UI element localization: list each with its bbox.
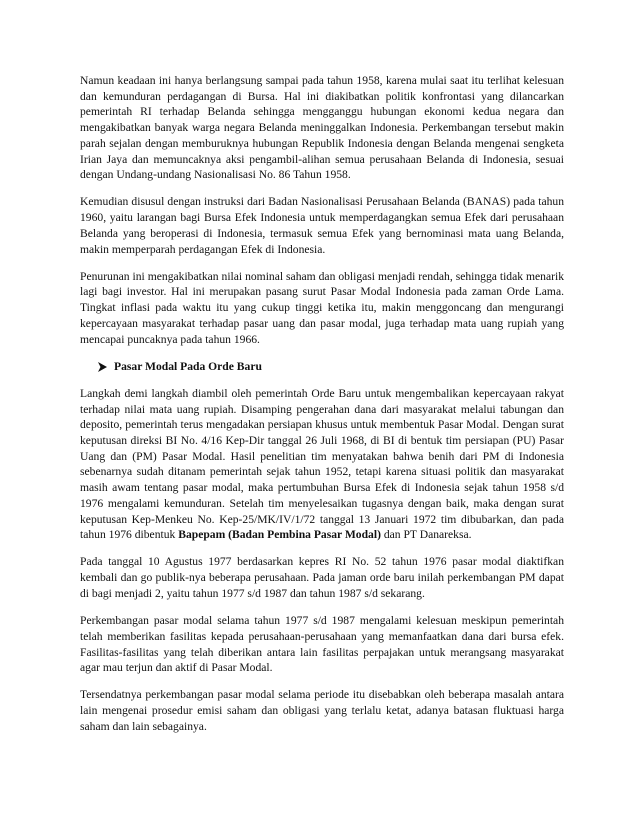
bapepam-bold-text: Bapepam (Badan Pembina Pasar Modal)	[178, 528, 381, 542]
section-heading-text: Pasar Modal Pada Orde Baru	[114, 359, 262, 373]
paragraph-6: Perkembangan pasar modal selama tahun 1977 s/d 1987 mengalami kelesuan meskipun pemerintah telah memberikan fasilitas kepada perusahaan-perusahaan yang memanfaatkan dana dari bursa efek. Fasilitas-fasilitas yang telah diberikan antara lain fasilitas perpajakan untuk merangsang masyarakat agar mau terjun dan aktif di Pasar Modal.	[80, 614, 564, 675]
paragraph-3: Penurunan ini mengakibatkan nilai nominal saham dan obligasi menjadi rendah, sehingga tidak menarik lagi bagi investor. Hal ini merupakan pasang surut Pasar Modal Indonesia pada zaman Orde Lama. Tingkat inflasi pada waktu itu yang cukup tinggi ketika itu, makin menggoncang dan mengurangi kepercayaan masyarakat terhadap pasar uang dan pasar modal, juga terhadap mata uang rupiah yang mencapai puncaknya pada tahun 1966.	[80, 269, 564, 346]
section-heading	[98, 359, 564, 375]
paragraph-4-text: Langkah demi langkah diambil oleh pemerintah Orde Baru untuk mengembalikan kepercayaan rakyat terhadap nilai mata uang rupiah. Disamping pengerahan dana dari masyarakat melalui tabungan dan deposito, pemerintah terus mengadakan persiapan khusus untuk membentuk Pasar Modal. Dengan surat keputusan direksi BI No. 4/16 Kep-Dir tanggal 26 Juli 1968, di BI di bentuk tim persiapan (PU) Pasar Uang dan (PM) Pasar Modal. Hasil penelitian tim menyatakan bahwa benih dari PM di Indonesia sebenarnya sudah ditanam pemerintah sejak tahun 1952, tetapi karena situasi politik dan masyarakat masih awam tentang pasar modal, maka pertumbuhan Bursa Efek di Indonesia sejak tahun 1958 s/d 1976 mengalami kemunduran. Setelah tim menyelesaikan tugasnya dengan baik, maka dengan surat keputusan Kep-Menkeu No. Kep-25/MK/IV/1/72 tanggal 13 Januari 1972 tim dibubarkan, dan pada tahun 1976 dibentuk	[80, 386, 564, 542]
arrowhead-bullet-icon	[98, 362, 107, 372]
paragraph-4	[80, 386, 564, 543]
paragraph-4-tail: dan PT Danareksa.	[380, 528, 472, 542]
paragraph-1: Namun keadaan ini hanya berlangsung sampai pada tahun 1958, karena mulai saat itu terlihat kelesuan dan kemunduran perdagangan di Bursa. Hal ini diakibatkan politik konfrontasi yang dilancarkan pemerintah RI terhadap Belanda sehingga mengganggu hubungan ekonomi kedua negara dan mengakibatkan banyak warga negara Belanda meninggalkan Indonesia. Perkembangan tersebut makin parah sejalan dengan memburuknya hubungan Republik Indonesia dengan Belanda mengenai sengketa Irian Jaya dan memuncaknya aksi pengambil-alihan semua perusahaan Belanda di Indonesia, sesuai dengan Undang-undang Nasionalisasi No. 86 Tahun 1958.	[80, 74, 564, 182]
paragraph-7: Tersendatnya perkembangan pasar modal selama periode itu disebabkan oleh beberapa masalah antara lain mengenai prosedur emisi saham dan obligasi yang terlalu ketat, adanya batasan fluktuasi harga saham dan lain sebagainya.	[80, 688, 564, 733]
paragraph-2: Kemudian disusul dengan instruksi dari Badan Nasionalisasi Perusahaan Belanda (BANAS) pada tahun 1960, yaitu larangan bagi Bursa Efek Indonesia untuk memperdagangkan semua Efek dari perusahaan Belanda yang beroperasi di Indonesia, termasuk semua Efek yang bernominasi mata uang Belanda, makin memperparah perdagangan Efek di Indonesia.	[80, 195, 564, 256]
document-body	[80, 73, 564, 746]
paragraph-5: Pada tanggal 10 Agustus 1977 berdasarkan kepres RI No. 52 tahun 1976 pasar modal diaktifkan kembali dan go publik-nya beberapa perusahaan. Pada jaman orde baru inilah perkembangan PM dapat di bagi menjadi 2, yaitu tahun 1977 s/d 1987 dan tahun 1987 s/d sekarang.	[80, 555, 564, 600]
